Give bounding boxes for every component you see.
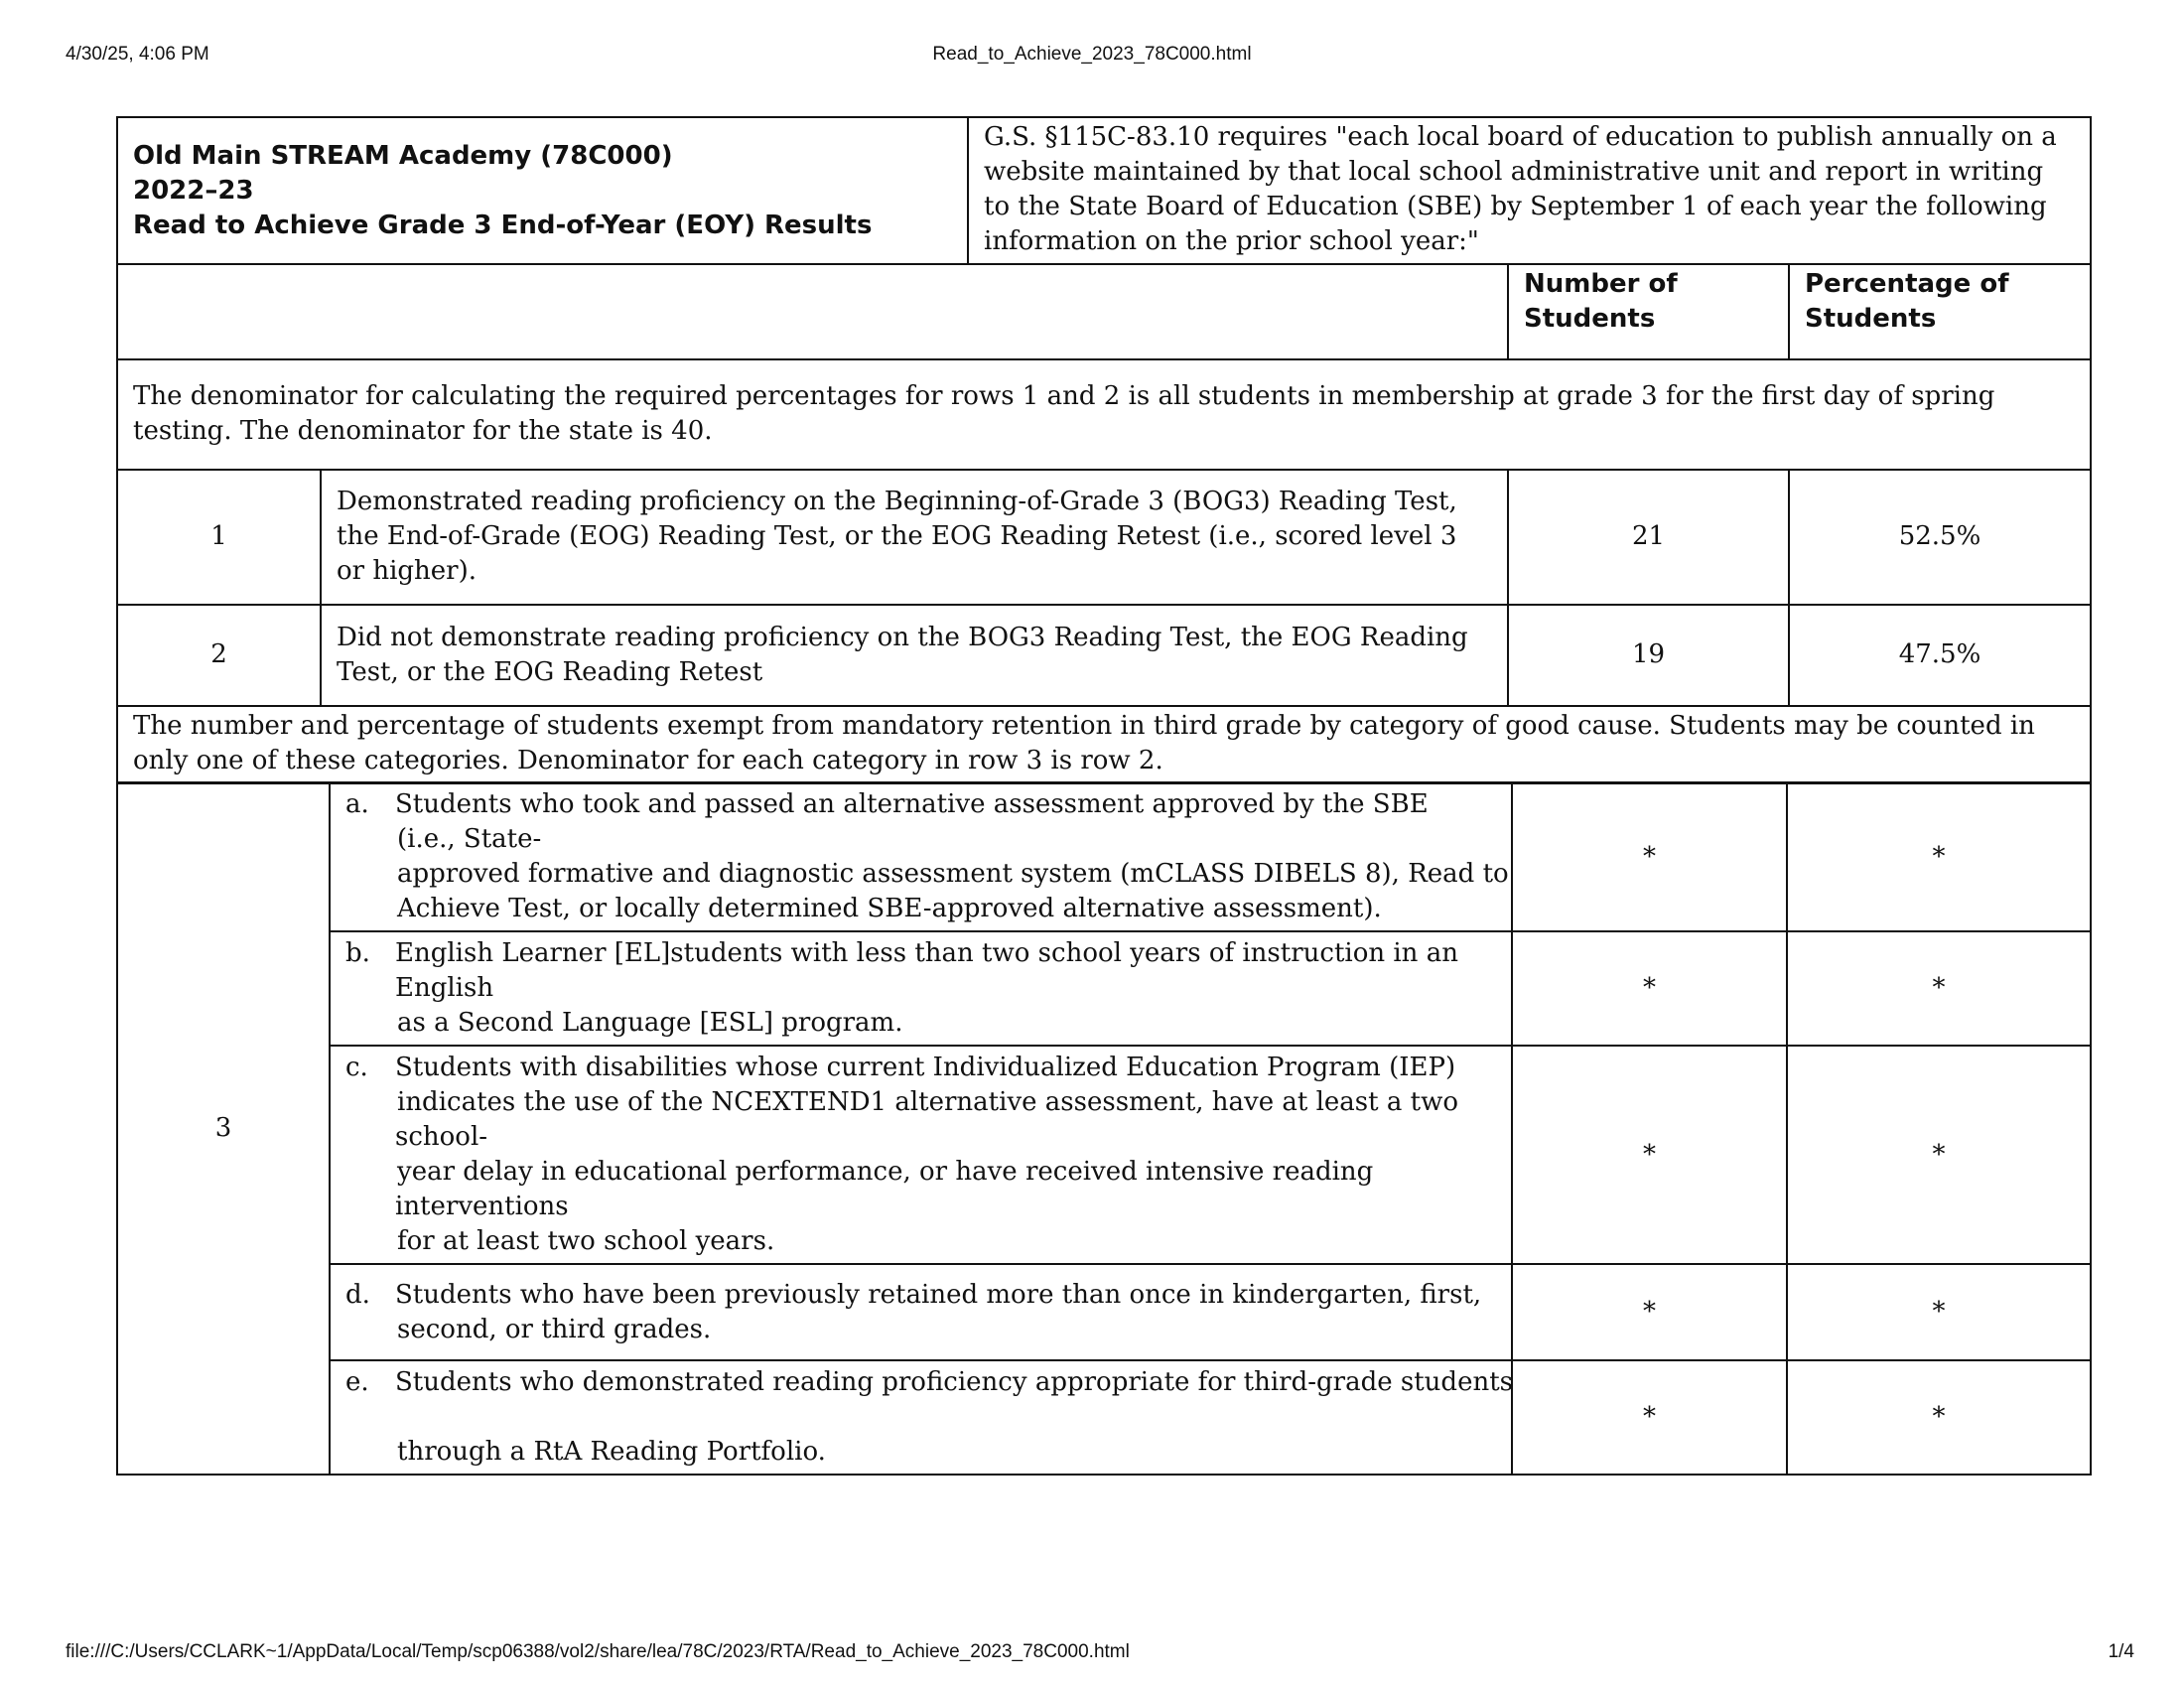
item-text-line: Students who demonstrated reading proficiency appropriate for third-grade students xyxy=(395,1367,1513,1397)
denominator-note: The denominator for calculating the required percentages for rows 1 and 2 is all students in membership at grade 3 for the first day of spring testing. The denominator for the state is 40. xyxy=(117,359,2091,470)
number-of-students-header: Number of Students xyxy=(1508,264,1789,359)
exempt-note-row xyxy=(117,706,2091,783)
item-letter: a. xyxy=(345,789,369,819)
good-cause-table xyxy=(116,781,2092,1476)
item-count: * xyxy=(1512,782,1787,931)
item-percent: * xyxy=(1787,1046,2091,1264)
denominator-note-row xyxy=(117,359,2091,470)
school-name: Old Main STREAM Academy (78C000) xyxy=(133,140,673,171)
report-document xyxy=(116,116,2092,1476)
item-letter: c. xyxy=(345,1053,368,1082)
item-text-line: Students who have been previously retained more than once in kindergarten, first, xyxy=(395,1279,1482,1310)
item-text-line: school- xyxy=(395,1122,488,1152)
row-number: 2 xyxy=(117,605,321,706)
table-row xyxy=(117,605,2091,706)
item-percent: * xyxy=(1787,1264,2091,1360)
column-header-row xyxy=(117,264,2091,359)
header-table xyxy=(116,116,2092,265)
results-table xyxy=(116,263,2092,784)
item-text-line: Students who took and passed an alternative assessment approved by the SBE xyxy=(395,789,1429,819)
print-document-title: Read_to_Achieve_2023_78C000.html xyxy=(932,44,1252,65)
item-text-line: as a Second Language [ESL] program. xyxy=(397,1008,903,1038)
row-description: Demonstrated reading proficiency on the Beginning-of-Grade 3 (BOG3) Reading Test, the End-of-Grade (EOG) Reading Test, or the EOG Reading Retest (i.e., scored level 3 or higher). xyxy=(321,470,1508,605)
percentage-of-students-header: Percentage of Students xyxy=(1789,264,2091,359)
item-count: * xyxy=(1512,1046,1787,1264)
item-count: * xyxy=(1512,931,1787,1046)
item-percent: * xyxy=(1787,782,2091,931)
item-text-line: English xyxy=(395,973,494,1003)
report-title xyxy=(117,117,968,264)
item-text-line: indicates the use of the NCEXTEND1 alternative assessment, have at least a two xyxy=(397,1087,1458,1117)
school-year: 2022–23 xyxy=(133,175,254,206)
print-file-url: file:///C:/Users/CCLARK~1/AppData/Local/Temp/scp06388/vol2/share/lea/78C/2023/RTA/Read_to_Achieve_2023_78C000.html xyxy=(66,1641,1130,1662)
item-text-line: (i.e., State- xyxy=(397,824,542,854)
good-cause-item xyxy=(330,1264,1512,1360)
item-text-line: for at least two school years. xyxy=(397,1226,775,1256)
item-text-line: through a RtA Reading Portfolio. xyxy=(397,1437,826,1467)
statute-text: G.S. §115C-83.10 requires "each local board of education to publish annually on a website maintained by that local school administrative unit and report in writing to the State Board of Education (SBE) by September 1 of each year the following information on the prior school year:" xyxy=(968,117,2091,264)
item-text-line: English Learner [EL]students with less than two school years of instruction in an xyxy=(395,938,1458,968)
exempt-note: The number and percentage of students exempt from mandatory retention in third grade by category of good cause. Students may be counted in only one of these categories. Denominator for each category in row 3 is row 2. xyxy=(117,706,2091,783)
good-cause-row xyxy=(117,931,2091,1046)
item-text-line: interventions xyxy=(395,1192,569,1221)
report-subtitle: Read to Achieve Grade 3 End-of-Year (EOY) Results xyxy=(133,210,873,240)
good-cause-item xyxy=(330,931,1512,1046)
good-cause-item xyxy=(330,1046,1512,1264)
item-percent: * xyxy=(1787,931,2091,1046)
item-text-line xyxy=(395,1400,1513,1435)
row-count: 21 xyxy=(1508,470,1789,605)
row-number: 1 xyxy=(117,470,321,605)
table-row xyxy=(117,470,2091,605)
row-percent: 52.5% xyxy=(1789,470,2091,605)
row-description: Did not demonstrate reading proficiency on the BOG3 Reading Test, the EOG Reading Test, or the EOG Reading Retest xyxy=(321,605,1508,706)
page-number: 1/4 xyxy=(2108,1641,2134,1662)
item-text-line: approved formative and diagnostic assessment system (mCLASS DIBELS 8), Read to xyxy=(397,859,1509,889)
item-letter: e. xyxy=(345,1367,369,1397)
item-text-line: Students with disabilities whose current Individualized Education Program (IEP) xyxy=(395,1053,1456,1082)
item-percent: * xyxy=(1787,1360,2091,1475)
item-text-line: year delay in educational performance, or have received intensive reading xyxy=(397,1157,1374,1187)
row-count: 19 xyxy=(1508,605,1789,706)
good-cause-item xyxy=(330,782,1512,931)
blank-header-cell xyxy=(117,264,1508,359)
good-cause-row xyxy=(117,782,2091,931)
good-cause-item xyxy=(330,1360,1512,1475)
print-datetime: 4/30/25, 4:06 PM xyxy=(66,44,209,65)
item-count: * xyxy=(1512,1264,1787,1360)
item-letter: d. xyxy=(345,1279,370,1310)
good-cause-row xyxy=(117,1264,2091,1360)
item-text-line: Achieve Test, or locally determined SBE-approved alternative assessment). xyxy=(397,894,1382,923)
item-text-line: second, or third grades. xyxy=(397,1314,712,1344)
item-letter: b. xyxy=(345,938,370,968)
item-count: * xyxy=(1512,1360,1787,1475)
row-number: 3 xyxy=(117,782,330,1475)
good-cause-row xyxy=(117,1360,2091,1475)
row-percent: 47.5% xyxy=(1789,605,2091,706)
good-cause-row xyxy=(117,1046,2091,1264)
